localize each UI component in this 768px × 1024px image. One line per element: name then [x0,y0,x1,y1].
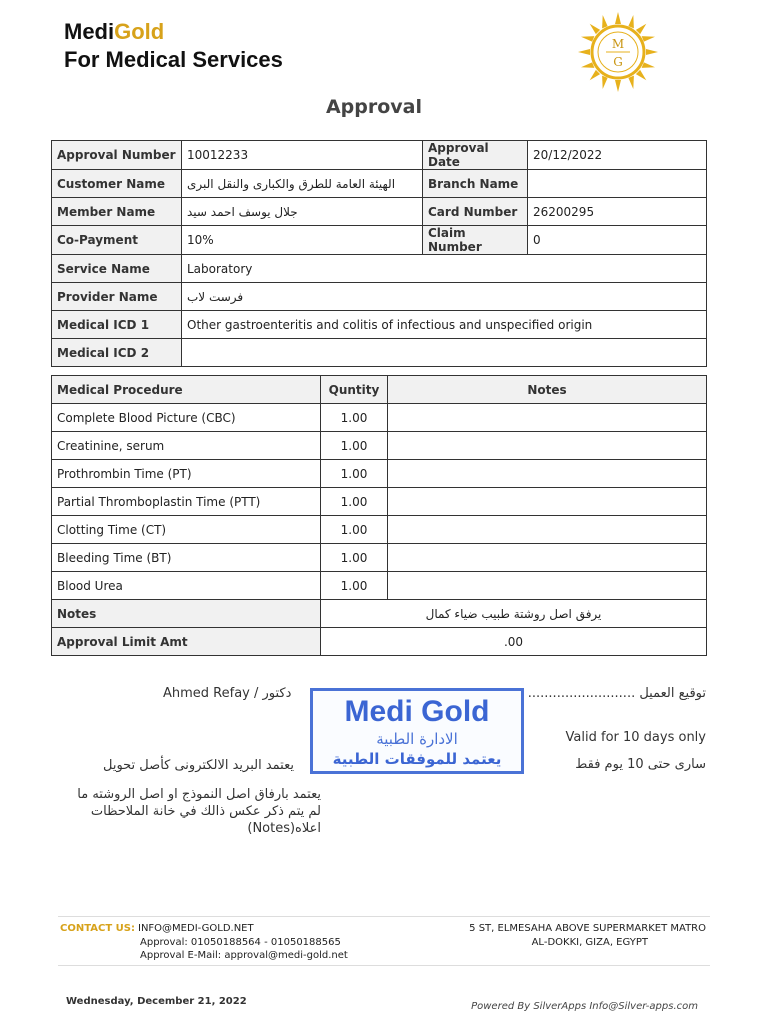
approval-number-value: 10012233 [182,141,423,170]
info-row [52,255,707,283]
procedure-header: Medical Procedure [52,376,321,404]
copayment-value: 10% [182,226,423,255]
brand-name [64,18,283,74]
procedure-name: Clotting Time (CT) [52,516,321,544]
procedure-notes [388,488,707,516]
member-name-value: جلال يوسف احمد سيد [182,198,423,226]
notes-header: Notes [388,376,707,404]
contact-label: CONTACT US: [60,923,135,934]
approval-phone: Approval: 01050188564 - 01050188565 [140,937,341,948]
claim-number-label: Claim Number [423,226,528,255]
member-name-label: Member Name [52,198,182,226]
attach-line-3: اعلاه(Notes) [247,821,321,836]
info-row [52,226,707,255]
print-date: Wednesday, December 21, 2022 [66,996,247,1007]
procedure-notes [388,544,707,572]
table-row [52,544,707,572]
customer-signature: توقيع العميل .......................... [527,686,706,701]
brand-gold: Gold [114,19,165,44]
provider-name-text: فرست لاب [187,289,244,304]
table-row [52,516,707,544]
medigold-logo-icon [576,10,660,94]
provider-name-label: Provider Name [52,283,182,311]
procedure-qty: 1.00 [321,404,388,432]
procedure-name: Partial Thromboplastin Time (PTT) [52,488,321,516]
procedure-qty: 1.00 [321,460,388,488]
procedure-notes [388,572,707,600]
approval-limit-value: .00 [321,628,707,656]
procedure-qty: 1.00 [321,516,388,544]
page-title: Approval [325,96,423,118]
procedure-name: Bleeding Time (BT) [52,544,321,572]
customer-name-value: الهيئة العامة للطرق والكبارى والنقل البرى [182,170,423,198]
approval-email: Approval E-Mail: approval@medi-gold.net [140,950,348,961]
procedure-notes [388,432,707,460]
info-row [52,283,707,311]
notes-label: Notes [52,600,321,628]
table-row [52,404,707,432]
info-row [52,141,707,170]
approval-date-value: 20/12/2022 [528,141,707,170]
claim-number-value: 0 [528,226,707,255]
procedure-qty: 1.00 [321,544,388,572]
table-row [52,432,707,460]
limit-row [52,628,707,656]
service-name-label: Service Name [52,255,182,283]
icd2-value [182,339,707,367]
notes-row [52,600,707,628]
address-line-1: 5 ST, ELMESAHA ABOVE SUPERMARKET MATRO [469,923,706,934]
contact-email: INFO@MEDI-GOLD.NET [138,923,254,934]
service-name-value: Laboratory [182,255,707,283]
valid-ar: سارى حتى 10 يوم فقط [575,757,706,772]
info-row [52,198,707,226]
procedure-qty: 1.00 [321,572,388,600]
notes-value: يرفق اصل روشتة طبيب ضياء كمال [321,600,707,628]
footer-contact [58,916,710,966]
copayment-label: Co-Payment [52,226,182,255]
attach-line-2: لم يتم ذكر عكس ذالك في خانة الملاحظات [90,804,321,819]
icd1-label: Medical ICD 1 [52,311,182,339]
procedure-name: Blood Urea [52,572,321,600]
valid-en: Valid for 10 days only [565,730,706,745]
approval-limit-label: Approval Limit Amt [52,628,321,656]
info-row [52,311,707,339]
medical-procedure-table [51,375,707,656]
procedure-name: Prothrombin Time (PT) [52,460,321,488]
icd2-label: Medical ICD 2 [52,339,182,367]
stamp-department: الادارة الطبية [376,730,458,748]
info-row [52,339,707,367]
brand-tagline: For Medical Services [64,47,283,72]
email-original-note: يعتمد البريد الالكترونى كأصل تحويل [102,758,294,773]
card-number-label: Card Number [423,198,528,226]
powered-by: Powered By SilverApps Info@Silver-apps.com [471,1001,698,1012]
stamp-approval-text: يعتمد للموفقات الطبية [332,750,502,768]
provider-name-value [182,283,707,311]
attach-line-1: يعتمد بارفاق اصل النموذج او اصل الروشته ما [77,787,321,802]
doctor-name: Ahmed Refay / دكتور [163,686,292,701]
branch-name-value [528,170,707,198]
procedure-qty: 1.00 [321,488,388,516]
quantity-header: Quntity [321,376,388,404]
stamp-title: Medi Gold [344,695,490,728]
logo-letter-g: G [613,55,623,69]
table-row [52,488,707,516]
approval-number-label: Approval Number [52,141,182,170]
table-row [52,460,707,488]
procedure-header-row [52,376,707,404]
procedure-name: Creatinine, serum [52,432,321,460]
address-line-2: AL-DOKKI, GIZA, EGYPT [531,937,648,948]
approval-stamp [310,688,524,774]
table-row [52,572,707,600]
procedure-name: Complete Blood Picture (CBC) [52,404,321,432]
procedure-notes [388,404,707,432]
logo-letter-m: M [611,37,625,51]
customer-name-label: Customer Name [52,170,182,198]
procedure-notes [388,460,707,488]
card-number-value: 26200295 [528,198,707,226]
info-row [52,170,707,198]
brand-medi: Medi [64,19,115,44]
branch-name-label: Branch Name [423,170,528,198]
procedure-notes [388,516,707,544]
icd1-value: Other gastroenteritis and colitis of infectious and unspecified origin [182,311,707,339]
procedure-qty: 1.00 [321,432,388,460]
attach-original-note [77,786,321,837]
approval-date-label: Approval Date [423,141,528,170]
approval-info-table [51,140,707,367]
